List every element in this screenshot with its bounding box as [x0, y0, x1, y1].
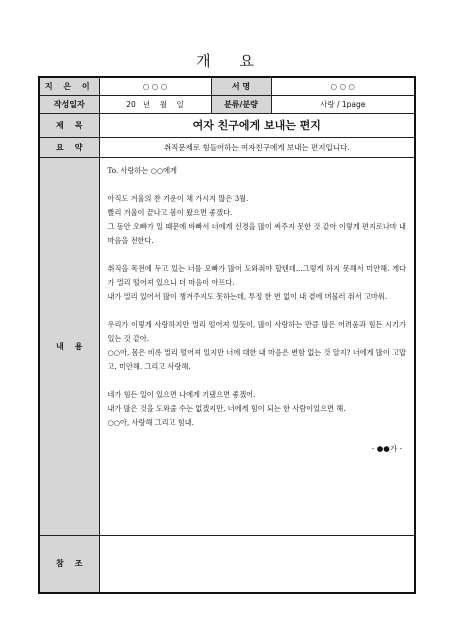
title-char-2: 요	[239, 52, 254, 70]
subject-label: 제 목	[39, 113, 99, 137]
row-author	[39, 77, 415, 95]
content-label: 내 용	[39, 157, 99, 535]
summary-label: 요 약	[39, 137, 99, 157]
title-char-1: 개	[196, 52, 211, 70]
document-title	[0, 50, 450, 71]
row-content	[39, 157, 415, 535]
summary-value: 취직문제로 힘들어하는 여자친구에게 보내는 편지입니다.	[99, 137, 415, 157]
row-subject	[39, 113, 415, 137]
category-label: 분류/분량	[211, 95, 271, 113]
letter-signoff: - ●●가 -	[371, 443, 402, 453]
date-label: 작성일자	[39, 95, 99, 113]
subject-value: 여자 친구에게 보내는 편지	[99, 113, 415, 137]
category-value: 사랑 / 1page	[271, 95, 415, 113]
letter-greeting: To. 사랑하는 ○○에게	[107, 165, 177, 175]
reference-value	[99, 535, 415, 593]
row-reference	[39, 535, 415, 593]
author-value: ○ ○ ○	[99, 77, 211, 95]
row-summary	[39, 137, 415, 157]
letter-paragraph-2: 취직을 목전에 두고 있는 너를 오빠가 많이 도와줘야 할텐데...그렇게 하지 못해서 미안해. 게다가 멀리 떨어져 있으니 더 마음이 아프다. 내가 멀리 있어서 많이 챙겨주지도 못하는데, 투정 한 번 없이 내 곁에 머물러 줘서 고마워.	[107, 263, 406, 301]
date-value: 20 년 월 일	[99, 95, 211, 113]
signature-value: ○ ○ ○	[271, 77, 415, 95]
letter-paragraph-3: 우리가 이렇게 사랑하지만 멀리 떨어져 있듯이, 많이 사랑하는 만큼 많은 어려움과 힘든 시기가 있는 것 같아. ○○아, 몸은 비록 멀리 떨어져 있지만 너에 대한 내 마음은 변함 없는 것 알지? 너에게 많이 고맙고, 미안해. 그리고 사랑해.	[107, 319, 406, 371]
overview-form-table	[38, 76, 416, 594]
letter-body	[99, 157, 415, 535]
letter-paragraph-4: 네가 힘든 일이 있으면 나에게 기댔으면 좋겠어. 내가 많은 것을 도와줄 수는 없겠지만, 너에게 힘이 되는 한 사람이었으면 해. ○○아, 사랑해 그리고 힘내.	[107, 389, 346, 427]
signature-label: 서 명	[211, 77, 271, 95]
row-date	[39, 95, 415, 113]
letter-paragraph-1: 아직도 겨울의 찬 기운이 채 가시지 않은 3월. 빨리 겨울이 끝나고 봄이 왔으면 좋겠다. 그 동안 오빠가 일 때문에 바빠서 너에게 신경을 많이 써주지 못한 것 같아 이렇게 편지로나마 내 마음을 전한다.	[107, 193, 406, 245]
reference-label: 참 조	[39, 535, 99, 593]
author-label: 지 은 이	[39, 77, 99, 95]
